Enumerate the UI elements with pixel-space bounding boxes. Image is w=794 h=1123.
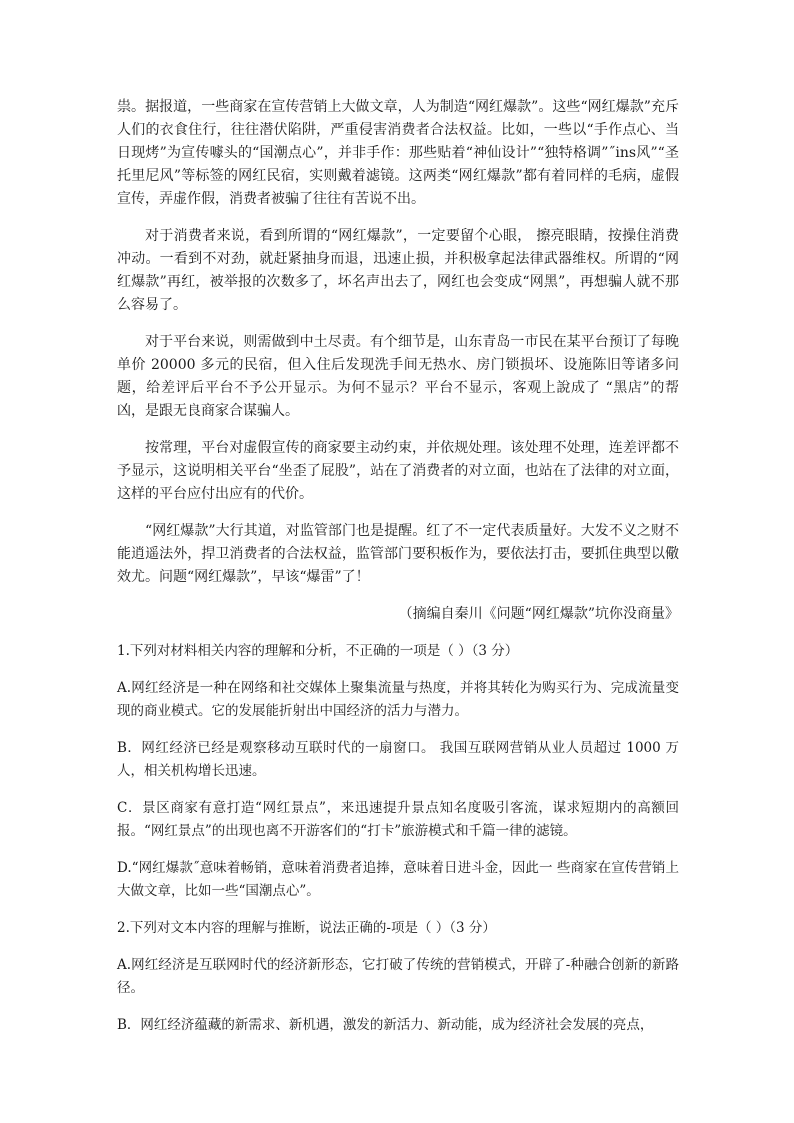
- question-2-option-b: B．网红经济蕴藏的新需求、新机遇，激发的新活力、新动能，成为经济社会发展的亮点，: [117, 1017, 654, 1033]
- article-paragraph-2: 对于消费者来说，看到所谓的“网红爆款”，一定要留个心眼， 擦亮眼睛，按操住消费冲动。一看到不对劲，就赶紧抽身而退，迅速止损，并积极拿起法律武器维权。所谓的“网红爆款”再红，被举报的次数多了，坏名声出去了，网红也会变成“网黑”，再想骗人就不那么容易了。: [117, 228, 679, 313]
- question-1-option-a: A.网红经济是一种在网络和社交媒体上聚集流量与热度，并将其转化为购买行为、完成流量变现的商业模式。它的发展能折射出中国经济的活力与潜力。: [117, 680, 679, 719]
- article-paragraph-5: “网红爆款”大行其道，对监管部门也是提醒。红了不一定代表质量好。大发不义之财不能逍遥法外，捍卫消费者的合法权益，监管部门要积板作为，要依法打击，要抓住典型以儆效尤。问题“网红爆款”，早该“爆雷”了！: [117, 523, 679, 585]
- question-2-stem: 2.下列对文本内容的理解与推断，说法正确的-项是（ ）（3 分）: [117, 920, 496, 936]
- question-2-option-a: A.网红经济是互联网时代的经济新形态，它打破了传统的营销模式，开辟了-种融合创新的新路径。: [117, 957, 679, 996]
- question-1-option-d: D.“网红爆款˝意味着畅销，意味着消费者追捧，意味着日进斗金，因此一 些商家在宣传营销上大做文章，比如一些“国潮点心”。: [117, 860, 679, 899]
- question-1-option-b: B．网红经济已经是观察移动互联时代的一扇窗口。 我国互联网营销从业人员超过 1000 万人，相关机构增长迅速。: [117, 740, 679, 779]
- question-1-option-c: C．景区商家有意打造“网红景点”，来迅速提升景点知名度吸引客流，谋求短期内的高额回报。“网红景点”的出现也离不开游客们的“打卡”旅游模式和千篇一律的滤镜。: [117, 800, 679, 839]
- question-1: [117, 640, 679, 903]
- article-paragraph-1: 祟。据报道，一些商家在宣传营销上大做文章，人为制造“网红爆款”。这些“网红爆款”充斥人们的衣食住行，往往潜伏陷阱，严重侵害消费者合法权益。比如，一些以“手作点心、当日现烤”为宣传噱头的“国潮点心”，并非手作：那些贴着“神仙设计”“独特格调”˝ins风”“圣托里尼风”等标签的网红民宿，实则戴着滤镜。这两类“网红爆款”都有着同样的毛病，虚假宣传，弄虚作假，消费者被骗了往往有苦说不出。: [117, 99, 679, 207]
- question-1-stem: 1.下列对材料相关内容的理解和分析，不正确的一项是（ ）（3 分）: [117, 643, 519, 659]
- article-paragraph-4: 按常理，平台对虚假宣传的商家要主动约束，并依规处理。该处理不处理，连差评都不予显示，这说明相关平台“坐歪了屁股”，站在了消费者的对立面，也站在了法律的对立面，这样的平台应付出应有的代价。: [117, 440, 679, 502]
- question-2: [117, 917, 679, 1037]
- document-page: [117, 96, 679, 1051]
- article-source: （摘编自秦川《问题“网红爆款”坑你没商量》: [398, 606, 679, 622]
- article-paragraph-3: 对于平台来说，则需做到中土尽责。有个细节是，山东青岛一市民在某平台预订了每晚单价 20000 多元的民宿，但入住后发现洗手间无热水、房门锁损坏、设施陈旧等诸多问题，给差评后平台不予公开显示。为何不显示？平台不显示，客观上說成了 “黑店”的帮凶，是跟无良商家合谋骗人。: [117, 334, 679, 419]
